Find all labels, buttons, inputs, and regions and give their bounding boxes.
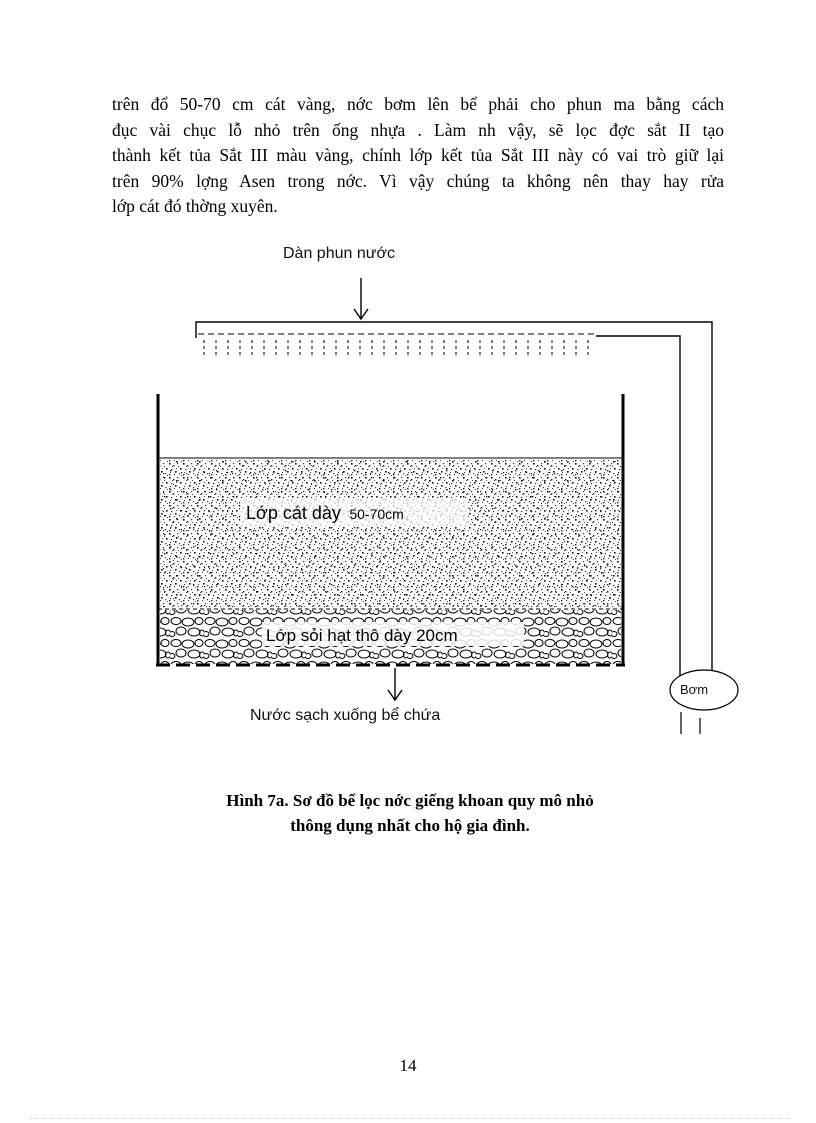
paragraph-line: đục vài chục lỗ nhỏ trên ống nhựa . Làm nh vậy, sẽ lọc đợc sắt II tạo (112, 119, 724, 140)
spray-drips (204, 340, 588, 356)
pump-label: Bơm (680, 682, 709, 697)
paragraph-line: trên 90% lợng Asen trong nớc. Vì vậy chúng ta không nên thay hay rửa (112, 170, 724, 191)
page-number: 14 (399, 1056, 417, 1075)
spray-down-arrow (354, 278, 368, 319)
spray-label: Dàn phun nước (283, 245, 395, 262)
gravel-layer-label: Lớp sỏi hạt thô dày 20cm (266, 626, 458, 645)
sand-thickness-text: 50-70cm (349, 506, 404, 522)
sand-label-text: Lớp cát dày (246, 503, 341, 523)
caption-line-1: Hình 7a. Sơ đồ bể lọc nớc giếng khoan quy mô nhỏ (226, 791, 594, 810)
output-down-arrow (388, 668, 402, 700)
figure-caption (150, 788, 670, 838)
output-label: Nước sạch xuống bể chứa (250, 707, 441, 724)
pump-outlet-pipe (681, 712, 700, 734)
footer-divider (30, 1118, 790, 1119)
caption-line-2: thông dụng nhất cho hộ gia đình. (290, 816, 530, 835)
paragraph-line: trên đổ 50-70 cm cát vàng, nớc bơm lên bể phải cho phun ma bằng cách (112, 94, 724, 114)
paragraph-line: lớp cát đó thờng xuyên. (112, 196, 278, 216)
paragraph-line: thành kết tủa Sắt III màu vàng, chính lớp kết tủa Sắt III này có vai trò giữ lại (112, 145, 724, 165)
sand-layer-noise (160, 460, 621, 608)
sand-layer-label (246, 503, 404, 523)
